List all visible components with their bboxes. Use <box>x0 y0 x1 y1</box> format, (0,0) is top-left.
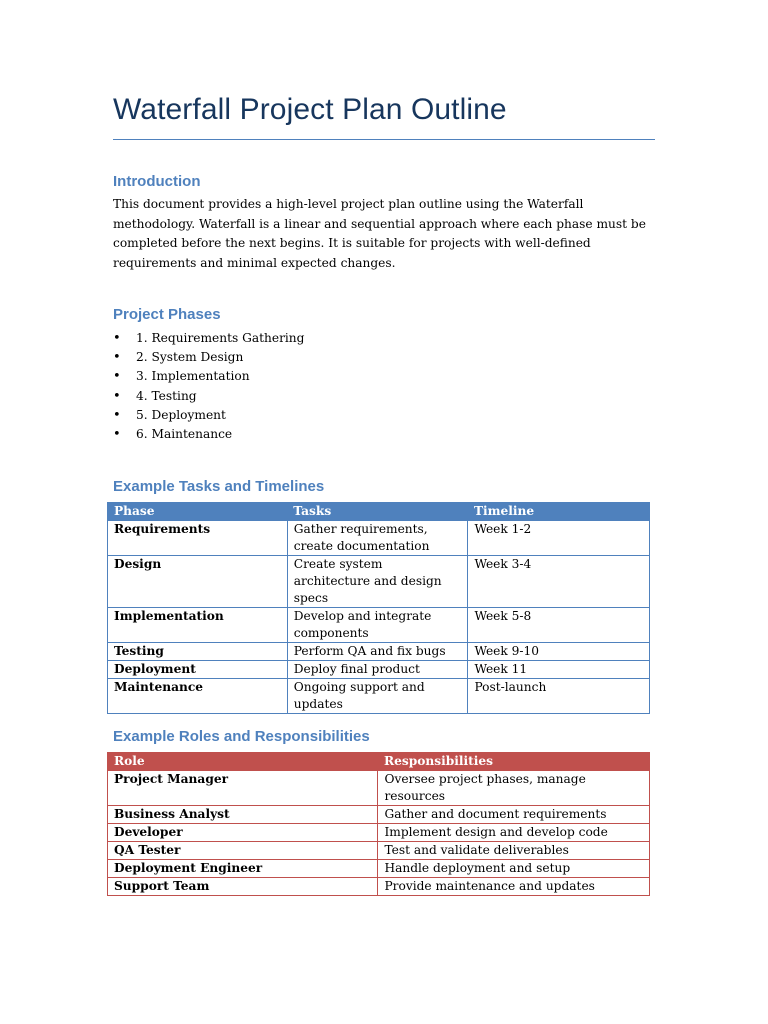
table-row <box>108 679 650 714</box>
phase-cell: Maintenance <box>108 679 288 714</box>
tasks-cell: Deploy final product <box>287 661 468 679</box>
tasks-cell: Perform QA and fix bugs <box>287 643 468 661</box>
list-item <box>113 425 304 444</box>
role-cell: Support Team <box>108 878 378 896</box>
list-item <box>113 406 304 425</box>
responsibility-cell: Gather and document requirements <box>378 806 650 824</box>
timeline-cell: Week 3-4 <box>468 556 650 608</box>
timeline-cell: Week 1-2 <box>468 521 650 556</box>
role-cell: Project Manager <box>108 771 378 806</box>
table-row <box>108 806 650 824</box>
table-row <box>108 608 650 643</box>
bullet-icon: • <box>113 331 121 346</box>
table-row <box>108 556 650 608</box>
list-item-text: 1. Requirements Gathering <box>136 331 305 345</box>
timeline-cell: Week 5-8 <box>468 608 650 643</box>
responsibility-cell: Implement design and develop code <box>378 824 650 842</box>
phase-cell: Deployment <box>108 661 288 679</box>
tasks-cell: Create system architecture and design specs <box>287 556 468 608</box>
table-row <box>108 643 650 661</box>
phase-cell: Implementation <box>108 608 288 643</box>
list-item-text: 6. Maintenance <box>136 426 233 441</box>
document-title: Waterfall Project Plan Outline <box>113 93 507 126</box>
column-header-role: Role <box>108 753 378 771</box>
introduction-paragraph: This document provides a high-level project plan outline using the Waterfall methodology. Waterfall is a linear and sequential approach where each phase must be completed before the next begins. It is suitable for projects with well-defined requirements and minimal expected changes. <box>113 197 646 270</box>
responsibility-cell: Handle deployment and setup <box>378 860 650 878</box>
bullet-icon: • <box>113 388 121 404</box>
bullet-icon: • <box>113 369 121 385</box>
table-row <box>108 860 650 878</box>
list-item-text: 5. Deployment <box>136 407 226 422</box>
phase-list <box>113 329 304 444</box>
table-header-row <box>108 503 650 521</box>
tasks-heading: Example Tasks and Timelines <box>113 478 325 495</box>
list-item <box>113 348 304 367</box>
bullet-icon: • <box>113 426 121 442</box>
list-item-text: 2. System Design <box>136 350 244 365</box>
role-cell: QA Tester <box>108 842 378 860</box>
timeline-cell: Post-launch <box>468 679 650 714</box>
column-header-tasks: Tasks <box>287 503 468 521</box>
phase-cell: Testing <box>108 643 288 661</box>
column-header-timeline: Timeline <box>468 503 650 521</box>
responsibility-cell: Test and validate deliverables <box>378 842 650 860</box>
table-row <box>108 521 650 556</box>
timeline-cell: Week 11 <box>468 661 650 679</box>
tasks-cell: Gather requirements, create documentation <box>287 521 468 556</box>
bullet-icon: • <box>113 350 121 366</box>
table-row <box>108 878 650 896</box>
title-underline <box>113 139 655 140</box>
responsibility-cell: Provide maintenance and updates <box>378 878 650 896</box>
tasks-cell: Ongoing support and updates <box>287 679 468 714</box>
list-item-text: 3. Implementation <box>136 369 250 384</box>
table-header-row <box>108 753 650 771</box>
table-row <box>108 771 650 806</box>
project-phases-heading: Project Phases <box>113 306 221 323</box>
table-row <box>108 661 650 679</box>
phase-cell: Design <box>108 556 288 608</box>
role-cell: Business Analyst <box>108 806 378 824</box>
column-header-phase: Phase <box>108 503 288 521</box>
introduction-heading: Introduction <box>113 173 201 190</box>
roles-table <box>107 752 650 896</box>
list-item <box>113 367 304 386</box>
list-item-text: 4. Testing <box>136 388 197 403</box>
roles-heading: Example Roles and Responsibilities <box>113 728 370 745</box>
role-cell: Developer <box>108 824 378 842</box>
tasks-cell: Develop and integrate components <box>287 608 468 643</box>
table-row <box>108 842 650 860</box>
table-row <box>108 824 650 842</box>
list-item <box>113 329 304 348</box>
role-cell: Deployment Engineer <box>108 860 378 878</box>
phase-cell: Requirements <box>108 521 288 556</box>
tasks-table <box>107 502 650 714</box>
column-header-responsibilities: Responsibilities <box>378 753 650 771</box>
list-item <box>113 387 304 406</box>
responsibility-cell: Oversee project phases, manage resources <box>378 771 650 806</box>
timeline-cell: Week 9-10 <box>468 643 650 661</box>
bullet-icon: • <box>113 407 121 423</box>
